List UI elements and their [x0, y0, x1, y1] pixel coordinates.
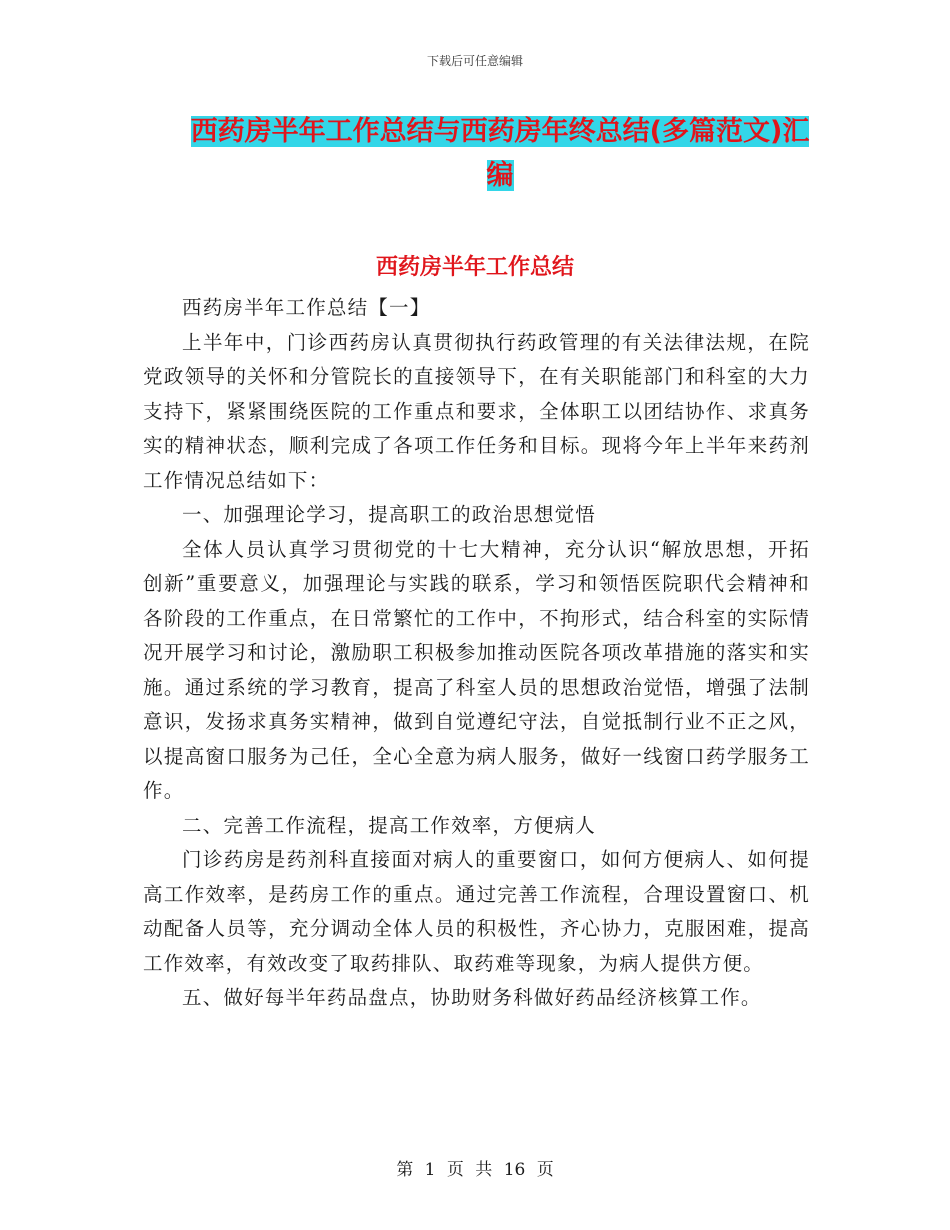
paragraph: 一、加强理论学习，提高职工的政治思想觉悟	[182, 503, 597, 526]
section-title: 西药房半年工作总结	[375, 255, 574, 280]
document-body	[143, 291, 810, 1016]
page-number: 第 1 页 共 16 页	[396, 1160, 554, 1180]
paragraph: 五、做好每半年药品盘点，协助财务科做好药品经济核算工作。	[182, 986, 762, 1009]
paragraph: 二、完善工作流程，提高工作效率，方便病人	[182, 813, 597, 837]
paragraph: 全体人员认真学习贯彻党的十七大精神，充分认识“解放思想，开拓创新”重要意义，加强理论与实践的联系，学习和领悟医院职代会精神和各阶段的工作重点，在日常繁忙的工作中，不拘形式，结合科室的实际情况开展学习和讨论，激励职工积极参加推动医院各项改革措施的落实和实施。通过系统的学习教育，提高了科室人员的思想政治觉悟，增强了法制意识，发扬求真务实精神，做到自觉遵纪守法，自觉抵制行业不正之风，以提高窗口服务为己任，全心全意为病人服务，做好一线窗口药学服务工作。	[143, 537, 810, 802]
document-title	[190, 110, 810, 198]
paragraph: 门诊药房是药剂科直接面对病人的重要窗口，如何方便病人、如何提高工作效率，是药房工作的重点。通过完善工作流程，合理设置窗口、机动配备人员等，充分调动全体人员的积极性，齐心协力，克服困难，提高工作效率，有效改变了取药排队、取药难等现象，为病人提供方便。	[143, 848, 810, 975]
document-title-text: 西药房半年工作总结与西药房年终总结(多篇范文)汇编	[190, 116, 810, 191]
header-note: 下载后可任意编辑	[426, 54, 523, 68]
paragraph: 西药房半年工作总结【一】	[182, 296, 431, 319]
paragraph: 上半年中，门诊西药房认真贯彻执行药政管理的有关法律法规，在院党政领导的关怀和分管院长的直接领导下，在有关职能部门和科室的大力支持下，紧紧围绕医院的工作重点和要求，全体职工以团结协作、求真务实的精神状态，顺利完成了各项工作任务和目标。现将今年上半年来药剂工作情况总结如下：	[143, 330, 810, 492]
